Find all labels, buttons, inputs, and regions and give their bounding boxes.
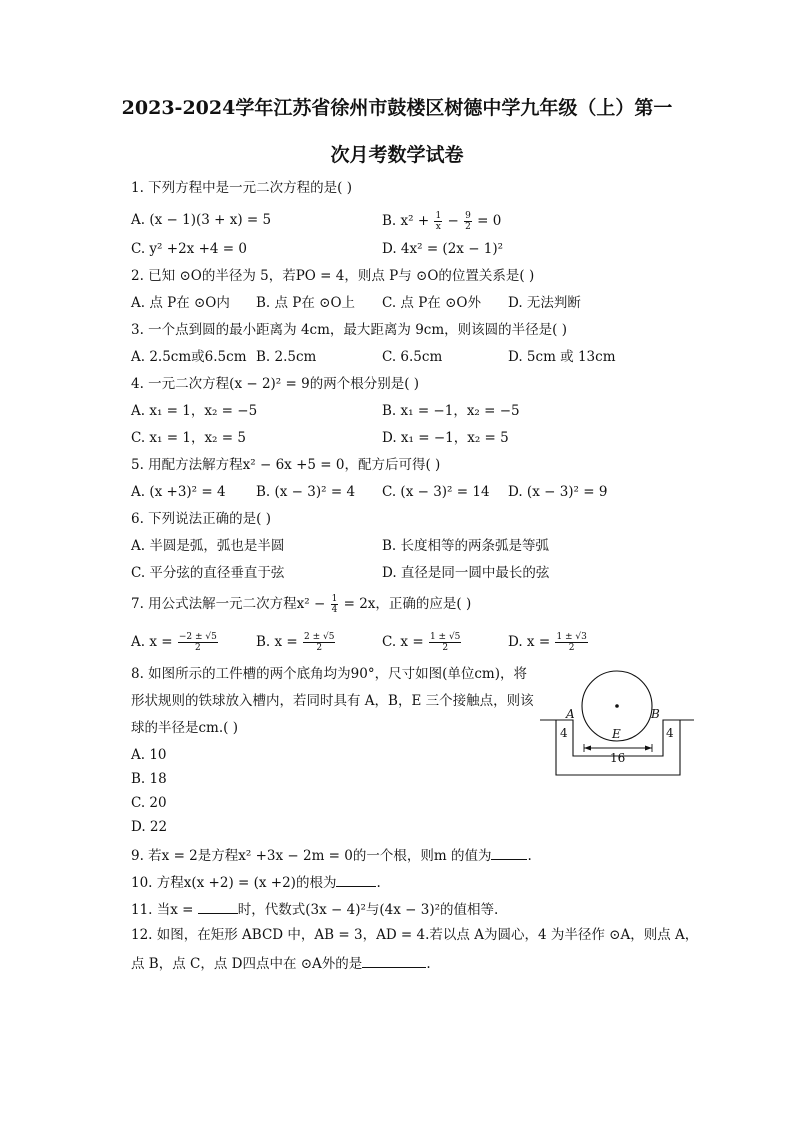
- q7-a-pre: A. x =: [131, 634, 177, 650]
- q4-option-a: A. x₁ = 1，x₂ = −5: [131, 403, 258, 419]
- q7-stem-post: = 2x，正确的应是( ): [339, 596, 472, 612]
- q2-option-a: A. 点 P在 ⊙O内: [131, 295, 230, 311]
- label-e: E: [612, 727, 621, 741]
- q2-option-c: C. 点 P在 ⊙O外: [382, 295, 481, 311]
- q12-end: .: [426, 956, 431, 972]
- q7-stem: [131, 594, 471, 615]
- q12-line2: [131, 953, 431, 973]
- q6-option-c: C. 平分弦的直径垂直于弦: [131, 565, 285, 581]
- q5-stem: 5. 用配方法解方程x² − 6x +5 = 0，配方后可得( ): [131, 457, 441, 473]
- q7-d-frac: [555, 632, 587, 653]
- q6-option-d: D. 直径是同一圆中最长的弦: [382, 565, 550, 581]
- q7-option-d: [508, 632, 589, 653]
- q5-option-c: C. (x − 3)² = 14: [382, 484, 490, 500]
- q5-option-d: D. (x − 3)² = 9: [508, 484, 608, 500]
- q9-answer-blank[interactable]: [491, 845, 527, 860]
- left-depth-label: 4: [560, 726, 568, 740]
- q2-option-b: B. 点 P在 ⊙O上: [256, 295, 356, 311]
- q3-option-a: A. 2.5cm或6.5cm: [131, 349, 247, 365]
- q7-option-a: [131, 632, 219, 653]
- q7-stem-frac: [331, 594, 339, 615]
- q7-stem-pre: 7. 用公式法解一元二次方程x² −: [131, 596, 330, 612]
- q7-d-pre: D. x =: [508, 634, 555, 650]
- q3-stem: 3. 一个点到圆的最小距离为 4cm，最大距离为 9cm，则该圆的半径是( ): [131, 322, 567, 338]
- q1-option-d: D. 4x² = (2x − 1)²: [382, 241, 504, 257]
- q1-option-a: A. (x − 1)(3 + x) = 5: [131, 212, 272, 228]
- q8-option-d: D. 22: [131, 819, 168, 835]
- q1-option-b-frac2: [464, 211, 472, 232]
- exam-title-line2: 次月考数学试卷: [330, 144, 464, 166]
- q2-option-d: D. 无法判断: [508, 295, 581, 311]
- q7-d-den: 2: [568, 643, 575, 653]
- q1-option-b-pre: B. x² +: [382, 213, 434, 229]
- width-arrow-left: [584, 746, 591, 751]
- q7-stem-frac-num: 1: [331, 594, 338, 604]
- q12-line1: 12. 如图，在矩形 ABCD 中，AB = 3，AD = 4.若以点 A为圆心，4 为半径作 ⊙A，则点 A，: [131, 927, 699, 943]
- q6-option-b: B. 长度相等的两条弧是等弧: [382, 538, 550, 554]
- q10-end: .: [376, 875, 381, 891]
- ball-center-dot: [615, 704, 619, 708]
- q7-a-num: −2 ± √5: [178, 632, 217, 642]
- q1-option-b-mid: −: [443, 213, 464, 229]
- label-b: B: [651, 707, 660, 721]
- q8-line3: 球的半径是cm.( ): [131, 720, 238, 736]
- q8-option-c: C. 20: [131, 795, 167, 811]
- q9: [131, 845, 532, 865]
- q4-option-b: B. x₁ = −1，x₂ = −5: [382, 403, 520, 419]
- q8-option-a: A. 10: [131, 747, 167, 763]
- width-label: 16: [610, 751, 626, 765]
- q7-a-frac: [178, 632, 218, 653]
- q3-option-b: B. 2.5cm: [256, 349, 317, 365]
- q4-stem: 4. 一元二次方程(x − 2)² = 9的两个根分别是( ): [131, 376, 420, 392]
- q1-stem: 1. 下列方程中是一元二次方程的是( ): [131, 180, 352, 196]
- q3-option-c: C. 6.5cm: [382, 349, 443, 365]
- q7-c-frac: [429, 632, 461, 653]
- q1-option-b: [382, 211, 501, 232]
- width-arrow-right: [645, 746, 652, 751]
- q7-c-num: 1 ± √5: [429, 632, 461, 642]
- q10-text: 10. 方程x(x +2) = (x +2)的根为: [131, 875, 337, 891]
- q7-b-num: 2 ± √5: [304, 632, 335, 642]
- q9-end: .: [527, 848, 532, 864]
- q3-option-d: D. 5cm 或 13cm: [508, 349, 616, 365]
- q7-option-b: [256, 632, 336, 653]
- q4-option-d: D. x₁ = −1，x₂ = 5: [382, 430, 509, 446]
- right-depth-label: 4: [666, 726, 674, 740]
- q8-line1: 8. 如图所示的工件槽的两个底角均为90°，尺寸如图(单位cm)，将: [131, 666, 527, 682]
- q11-text-post: 时，代数式(3x − 4)²与(4x − 3)²的值相等.: [237, 902, 499, 918]
- q7-a-den: 2: [194, 643, 201, 653]
- q7-option-c: [382, 632, 462, 653]
- q8-groove-figure: [536, 660, 696, 780]
- q7-b-frac: [303, 632, 335, 653]
- q11-answer-blank[interactable]: [198, 899, 238, 914]
- q5-option-a: A. (x +3)² = 4: [131, 484, 226, 500]
- q6-stem: 6. 下列说法正确的是( ): [131, 511, 271, 527]
- exam-title-line1: 2023-2024学年江苏省徐州市鼓楼区树德中学九年级（上）第一: [121, 97, 673, 119]
- q6-option-a: A. 半圆是弧，弧也是半圆: [131, 538, 285, 554]
- q7-stem-frac-den: 4: [331, 605, 338, 615]
- q1-b-frac1-den: x: [435, 222, 441, 232]
- q1-option-b-post: = 0: [472, 213, 502, 229]
- q7-b-pre: B. x =: [256, 634, 303, 650]
- q5-option-b: B. (x − 3)² = 4: [256, 484, 356, 500]
- q12-answer-blank[interactable]: [362, 953, 426, 968]
- q7-b-den: 2: [316, 643, 323, 653]
- q8-option-b: B. 18: [131, 771, 167, 787]
- q11: [131, 899, 498, 919]
- q1-option-c: C. y² +2x +4 = 0: [131, 241, 247, 257]
- q7-c-pre: C. x =: [382, 634, 428, 650]
- q1-b-frac2-den: 2: [465, 222, 471, 232]
- q7-c-den: 2: [442, 643, 449, 653]
- q1-b-frac1-num: 1: [435, 211, 442, 221]
- q1-b-frac2-num: 9: [465, 211, 471, 221]
- q4-option-c: C. x₁ = 1，x₂ = 5: [131, 430, 246, 446]
- q2-stem: 2. 已知 ⊙O的半径为 5，若PO = 4，则点 P与 ⊙O的位置关系是( ): [131, 268, 535, 284]
- q10-answer-blank[interactable]: [336, 872, 376, 887]
- q12-line2-text: 点 B，点 C，点 D四点中在 ⊙A外的是: [131, 956, 363, 972]
- q7-d-num: 1 ± √3: [556, 632, 587, 642]
- q1-option-b-frac1: [434, 211, 442, 232]
- q10: [131, 872, 381, 892]
- q11-text-pre: 11. 当x =: [131, 902, 198, 918]
- label-a: A: [566, 707, 575, 721]
- q8-line2: 形状规则的铁球放入槽内，若同时具有 A，B，E 三个接触点，则该: [131, 693, 534, 709]
- q9-text: 9. 若x = 2是方程x² +3x − 2m = 0的一个根，则m 的值为: [131, 848, 492, 864]
